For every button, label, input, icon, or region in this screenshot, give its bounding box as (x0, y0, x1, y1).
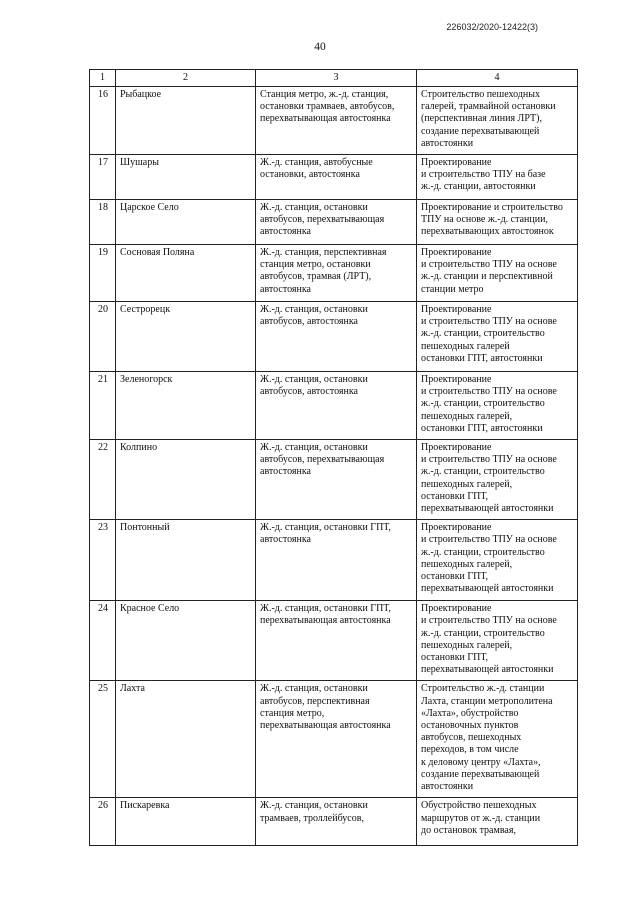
table-row (90, 440, 578, 520)
existing-infrastructure: Ж.-д. станция, остановки автобусов, перехватывающая автостоянка (256, 440, 417, 520)
row-number: 17 (90, 155, 116, 200)
existing-infrastructure: Ж.-д. станция, остановки автобусов, перспективная станция метро, перехватывающая автостоянка (256, 681, 417, 798)
row-number: 18 (90, 200, 116, 245)
planned-measures: Проектирование и строительство ТПУ на базе ж.-д. станции, автостоянки (417, 155, 578, 200)
hub-name: Рыбацкое (116, 87, 256, 155)
table-row (90, 372, 578, 440)
document-id: 226032/2020-12422(3) (446, 22, 538, 32)
table-row (90, 302, 578, 372)
row-number: 16 (90, 87, 116, 155)
table-row (90, 520, 578, 601)
existing-infrastructure: Станция метро, ж.-д. станция, остановки трамваев, автобусов, перехватывающая автостоянка (256, 87, 417, 155)
table-row (90, 601, 578, 681)
row-number: 25 (90, 681, 116, 798)
hub-name: Колпино (116, 440, 256, 520)
row-number: 21 (90, 372, 116, 440)
table-body (90, 87, 578, 846)
hub-name: Шушары (116, 155, 256, 200)
hub-name: Зеленогорск (116, 372, 256, 440)
page-number: 40 (314, 41, 326, 53)
table-row (90, 155, 578, 200)
column-header-1: 1 (90, 70, 116, 87)
planned-measures: Проектирование и строительство ТПУ на основе ж.-д. станции, строительство пешеходных галерей, остановки ГПТ, автостоянки (417, 372, 578, 440)
row-number: 22 (90, 440, 116, 520)
hub-name: Царское Село (116, 200, 256, 245)
hub-name: Лахта (116, 681, 256, 798)
column-header-3: 3 (256, 70, 417, 87)
planned-measures: Проектирование и строительство ТПУ на основе ж.-д. станции, строительство пешеходных галерей остановки ГПТ, автостоянки (417, 302, 578, 372)
row-number: 24 (90, 601, 116, 681)
existing-infrastructure: Ж.-д. станция, остановки автобусов, перехватывающая автостоянка (256, 200, 417, 245)
table-row (90, 200, 578, 245)
table-row (90, 245, 578, 302)
planned-measures: Обустройство пешеходных маршрутов от ж.-д. станции до остановок трамвая, (417, 798, 578, 846)
hub-name: Сосновая Поляна (116, 245, 256, 302)
planned-measures: Строительство пешеходных галерей, трамвайной остановки (перспективная линия ЛРТ), создание перехватывающей автостоянки (417, 87, 578, 155)
planned-measures: Строительство ж.-д. станции Лахта, станции метрополитена «Лахта», обустройство остановочных пунктов автобусов, пешеходных переходов, в том числе к деловому центру «Лахта», создание перехватывающей автостоянки (417, 681, 578, 798)
existing-infrastructure: Ж.-д. станция, остановки ГПТ, перехватывающая автостоянка (256, 601, 417, 681)
column-header-2: 2 (116, 70, 256, 87)
hub-name: Сестрорецк (116, 302, 256, 372)
column-header-4: 4 (417, 70, 578, 87)
table-row (90, 681, 578, 798)
table-header-row (90, 70, 578, 87)
transport-hubs-table (89, 69, 578, 846)
existing-infrastructure: Ж.-д. станция, остановки автобусов, автостоянка (256, 372, 417, 440)
row-number: 23 (90, 520, 116, 601)
row-number: 20 (90, 302, 116, 372)
planned-measures: Проектирование и строительство ТПУ на основе ж.-д. станции, строительство пешеходных галерей, остановки ГПТ, перехватывающей автостоянки (417, 440, 578, 520)
table-row (90, 87, 578, 155)
hub-name: Красное Село (116, 601, 256, 681)
existing-infrastructure: Ж.-д. станция, перспективная станция метро, остановки автобусов, трамвая (ЛРТ), автостоянка (256, 245, 417, 302)
existing-infrastructure: Ж.-д. станция, остановки трамваев, троллейбусов, (256, 798, 417, 846)
hub-name: Понтонный (116, 520, 256, 601)
planned-measures: Проектирование и строительство ТПУ на основе ж.-д. станции, перехватывающих автостоянок (417, 200, 578, 245)
existing-infrastructure: Ж.-д. станция, автобусные остановки, автостоянка (256, 155, 417, 200)
planned-measures: Проектирование и строительство ТПУ на основе ж.-д. станции и перспективной станции метро (417, 245, 578, 302)
row-number: 19 (90, 245, 116, 302)
hub-name: Пискаревка (116, 798, 256, 846)
planned-measures: Проектирование и строительство ТПУ на основе ж.-д. станции, строительство пешеходных галерей, остановки ГПТ, перехватывающей автостоянки (417, 520, 578, 601)
row-number: 26 (90, 798, 116, 846)
table-row (90, 798, 578, 846)
existing-infrastructure: Ж.-д. станция, остановки автобусов, автостоянка (256, 302, 417, 372)
existing-infrastructure: Ж.-д. станция, остановки ГПТ, автостоянка (256, 520, 417, 601)
planned-measures: Проектирование и строительство ТПУ на основе ж.-д. станции, строительство пешеходных галерей, остановки ГПТ, перехватывающей автостоянки (417, 601, 578, 681)
